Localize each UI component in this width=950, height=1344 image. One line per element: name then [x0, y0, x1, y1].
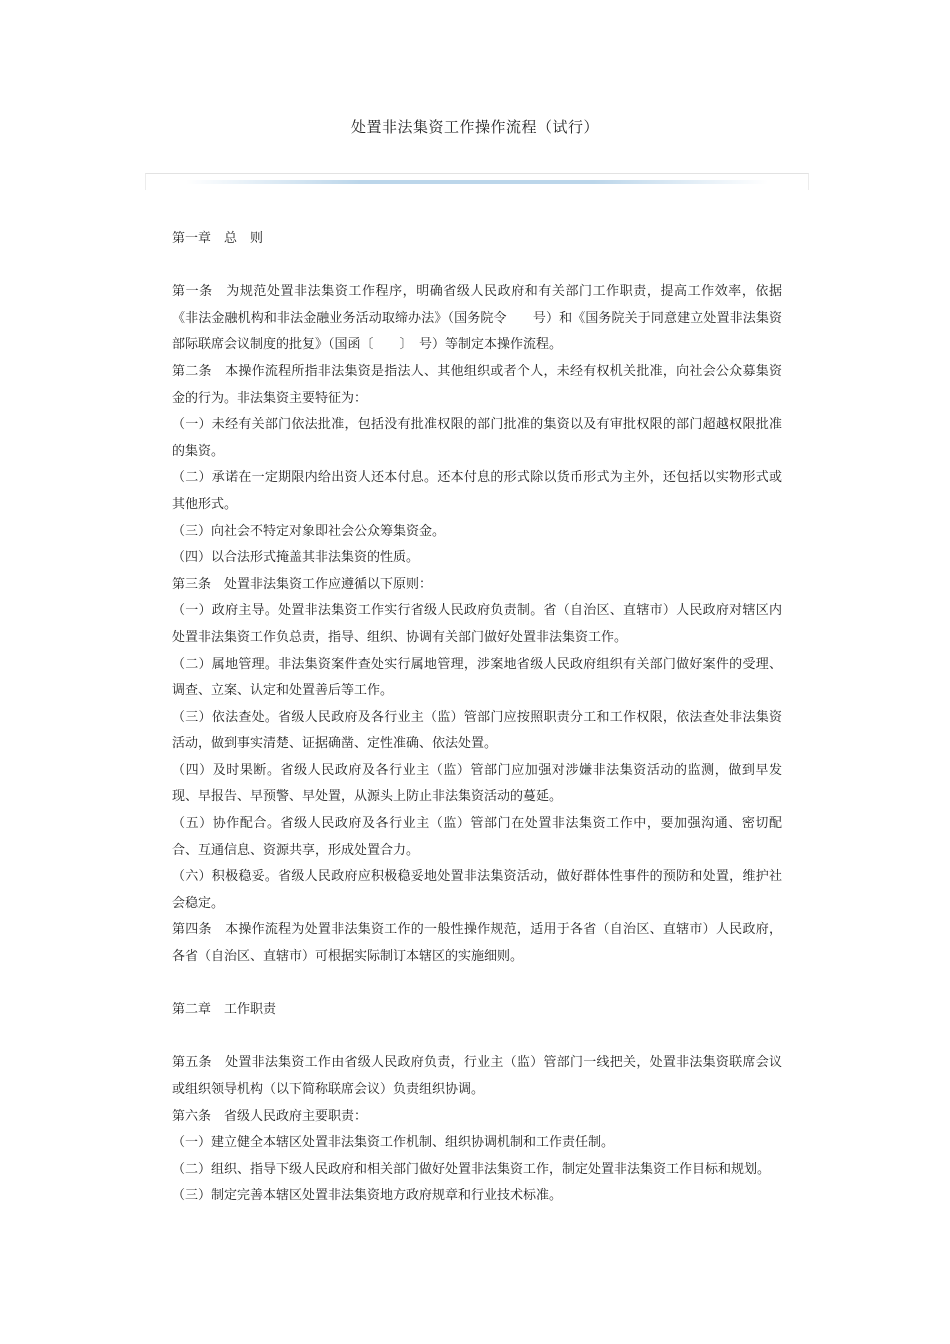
- paragraph: 第六条 省级人民政府主要职责：: [172, 1108, 368, 1124]
- paragraph: （一）政府主导。处置非法集资工作实行省级人民政府负责制。省（自治区、直辖市）人民政府对辖区内处置非法集资工作负总责，指导、组织、协调有关部门做好处置非法集资工作。: [172, 603, 782, 645]
- document-body: [172, 226, 782, 1210]
- paragraph: （四）以合法形式掩盖其非法集资的性质。: [172, 550, 420, 566]
- paragraph: 第四条 本操作流程为处置非法集资工作的一般性操作规范，适用于各省（自治区、直辖市）人民政府，各省（自治区、直辖市）可根据实际制订本辖区的实施细则。: [172, 922, 782, 965]
- paragraph: （三）依法查处。省级人民政府及各行业主（监）管部门应按照职责分工和工作权限，依法查处非法集资活动，做到事实清楚、证据确凿、定性准确、依法处置。: [172, 709, 782, 752]
- document-title: 处置非法集资工作操作流程（试行）: [350, 118, 599, 136]
- paragraph: （一）建立健全本辖区处置非法集资工作机制、组织协调机制和工作责任制。: [172, 1135, 615, 1151]
- paragraph: （五）协作配合。省级人民政府及各行业主（监）管部门在处置非法集资工作中，要加强沟通、密切配合、互通信息、资源共享，形成处置合力。: [172, 816, 782, 858]
- chapter-2-heading: 第二章 工作职责: [172, 1002, 277, 1018]
- paragraph: 第一条 为规范处置非法集资工作程序，明确省级人民政府和有关部门工作职责，提高工作效率，依据《非法金融机构和非法金融业务活动取缔办法》（国务院令 号）和《国务院关于同意建立处置非法集资部际联席会议制度的批复》（国函〔 〕 号）等制定本操作流程。: [172, 284, 782, 353]
- chapter-1-heading: 第一章 总 则: [172, 231, 264, 246]
- divider-highlight: [186, 180, 768, 184]
- spacer: [172, 971, 782, 998]
- paragraph: （一）未经有关部门依法批准，包括没有批准权限的部门批准的集资以及有审批权限的部门超越权限批准的集资。: [172, 417, 782, 459]
- paragraph: 第三条 处置非法集资工作应遵循以下原则：: [172, 576, 433, 592]
- paragraph: 第二条 本操作流程所指非法集资是指法人、其他组织或者个人，未经有权机关批准，向社会公众募集资金的行为。非法集资主要特征为：: [172, 363, 782, 406]
- paragraph: （三）制定完善本辖区处置非法集资地方政府规章和行业技术标准。: [172, 1188, 563, 1204]
- paragraph: （二）属地管理。非法集资案件查处实行属地管理，涉案地省级人民政府组织有关部门做好案件的受理、调查、立案、认定和处置善后等工作。: [172, 656, 782, 699]
- paragraph: （四）及时果断。省级人民政府及各行业主（监）管部门应加强对涉嫌非法集资活动的监测，做到早发现、早报告、早预警、早处置，从源头上防止非法集资活动的蔓延。: [172, 762, 782, 805]
- paragraph: 第五条 处置非法集资工作由省级人民政府负责，行业主（监）管部门一线把关，处置非法集资联席会议或组织领导机构（以下简称联席会议）负责组织协调。: [172, 1055, 782, 1097]
- paragraph: （二）组织、指导下级人民政府和相关部门做好处置非法集资工作，制定处置非法集资工作目标和规划。: [172, 1161, 771, 1177]
- paragraph: （二）承诺在一定期限内给出资人还本付息。还本付息的形式除以货币形式为主外，还包括以实物形式或其他形式。: [172, 470, 782, 512]
- spacer: [172, 253, 782, 280]
- header-divider: [145, 173, 809, 190]
- paragraph: （三）向社会不特定对象即社会公众筹集资金。: [172, 523, 446, 539]
- paragraph: （六）积极稳妥。省级人民政府应积极稳妥地处置非法集资活动，做好群体性事件的预防和处置，维护社会稳定。: [172, 869, 782, 911]
- spacer: [172, 1024, 782, 1051]
